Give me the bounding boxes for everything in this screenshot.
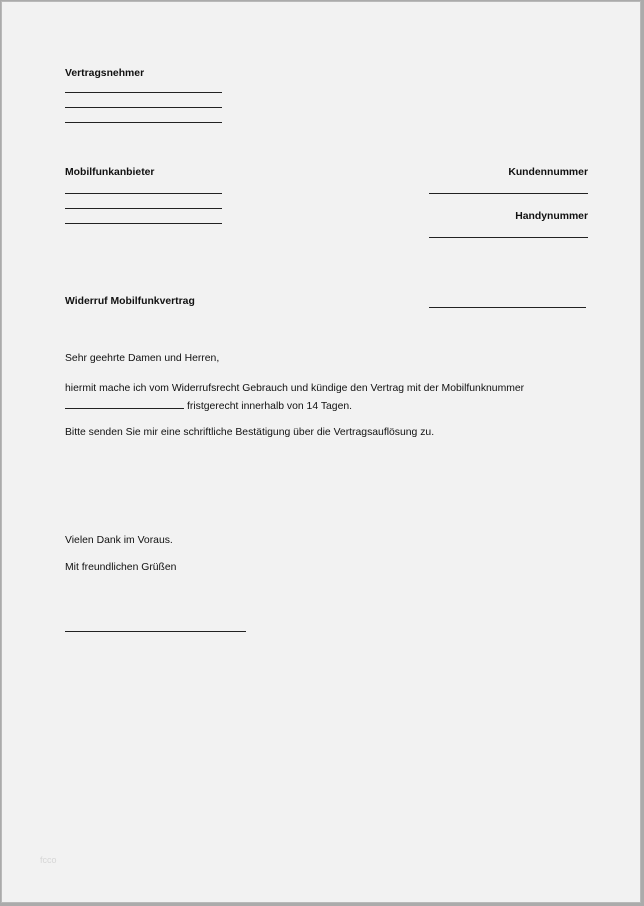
subject-line bbox=[429, 307, 586, 308]
provider-line-3 bbox=[65, 223, 222, 224]
contractor-line-3 bbox=[65, 122, 222, 123]
body-line-1: hiermit mache ich vom Widerrufsrecht Gebrauch und kündige den Vertrag mit der Mobilfunknummer bbox=[65, 383, 525, 394]
contractor-line-2 bbox=[65, 107, 222, 108]
body-line-2 bbox=[65, 398, 352, 413]
watermark: fcco bbox=[40, 855, 57, 865]
body-line-2-text: fristgerecht innerhalb von 14 Tagen. bbox=[187, 401, 353, 412]
provider-line-1 bbox=[65, 193, 222, 194]
closing-text: Mit freundlichen Grüßen bbox=[65, 562, 177, 573]
request-text: Bitte senden Sie mir eine schriftliche Bestätigung über die Vertragsauflösung zu. bbox=[65, 427, 435, 438]
number-blank-line bbox=[65, 398, 184, 409]
customer-number-line bbox=[429, 193, 588, 194]
customer-number-heading: Kundennummer bbox=[508, 167, 588, 178]
mobile-number-line bbox=[429, 237, 588, 238]
document-page bbox=[1, 1, 641, 903]
provider-line-2 bbox=[65, 208, 222, 209]
contractor-heading: Vertragsnehmer bbox=[65, 68, 145, 79]
provider-heading: Mobilfunkanbieter bbox=[65, 167, 155, 178]
signature-line bbox=[65, 631, 246, 632]
subject-heading: Widerruf Mobilfunkvertrag bbox=[65, 296, 195, 307]
salutation: Sehr geehrte Damen und Herren, bbox=[65, 353, 220, 364]
mobile-number-heading: Handynummer bbox=[515, 211, 588, 222]
contractor-line-1 bbox=[65, 92, 222, 93]
thanks-text: Vielen Dank im Voraus. bbox=[65, 535, 173, 546]
